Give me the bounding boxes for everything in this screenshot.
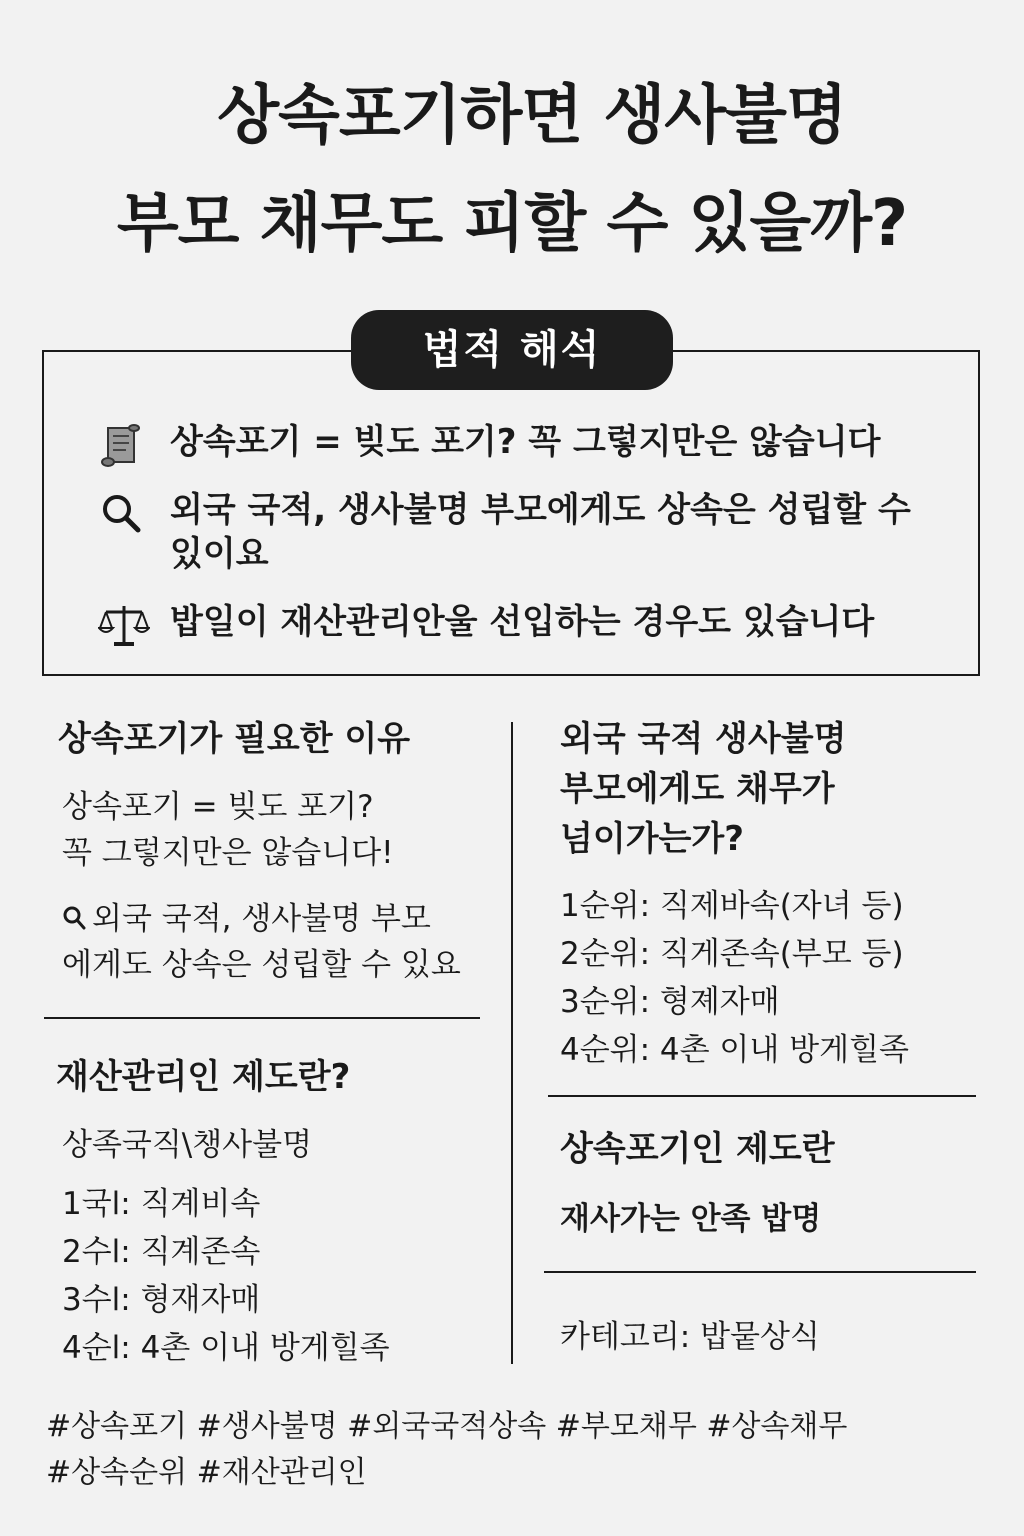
legal-item-text: 상속포기 = 빚도 포기? 꼭 그렇지만은 않습니다: [170, 422, 881, 462]
scroll-icon: [98, 424, 146, 464]
list-item: 1국l: 직계비속: [62, 1186, 261, 1222]
section-heading-property-manager: 재산관리인 제도란?: [56, 1057, 351, 1097]
magnifier-icon: [98, 492, 146, 532]
section-heading-line: 외국 국적 생사불명: [560, 719, 847, 759]
list-item: 1순위: 직제바속(자녀 등): [560, 888, 904, 924]
category-label: 카테고리: 밥뭍상식: [560, 1319, 820, 1355]
page-title-line-2: 부모 채무도 피할 수 있을까?: [116, 187, 908, 261]
body-text: 상족국직\챙사불명: [62, 1127, 313, 1163]
body-text: 에게도 상속은 성립할 수 있요: [62, 947, 461, 983]
body-text: 재사가는 안족 밥명: [560, 1201, 822, 1237]
list-item: 4순위: 4촌 이내 방게힐족: [560, 1032, 909, 1068]
legal-item-text: 밥일이 재산관리안울 선입하는 경우도 있습니다: [170, 602, 875, 642]
list-item: 4순l: 4촌 이내 방게힐족: [62, 1330, 390, 1366]
left-ranking-list: [62, 1180, 390, 1372]
divider: [44, 1017, 480, 1019]
body-text: 외국 국적, 생사불명 부모: [92, 901, 431, 937]
list-item: 2순위: 직게존속(부모 등): [560, 936, 904, 972]
section-heading-renounce-system: 상속포기인 제도란: [560, 1129, 835, 1169]
list-item: 3수l: 형재자매: [62, 1282, 261, 1318]
list-item: 3순위: 형졔자매: [560, 984, 780, 1020]
legal-item-text: 외국 국적, 생사불명 부모에게도 상속은 성립할 수 있이요: [170, 490, 911, 574]
hashtags-line: #상속순위 #재산관리인: [46, 1455, 367, 1490]
scales-icon: [98, 604, 146, 644]
list-item: 2수l: 직계존속: [62, 1234, 261, 1270]
right-ranking-list: [560, 882, 909, 1074]
section-heading-line: 부모에게도 채무가: [560, 769, 835, 809]
hashtags-line: #상속포기 #생사불명 #외국국적상속 #부모채무 #상속채무: [46, 1409, 848, 1444]
section-heading-why-renounce: 상속포기가 필요한 이유: [58, 719, 411, 759]
body-text-with-icon: [62, 896, 431, 944]
body-text: 상속포기 = 빚도 포기?: [62, 789, 374, 825]
page-title-line-1: 상속포기하면 생사불명: [217, 79, 847, 153]
magnifier-icon: [62, 898, 86, 944]
column-divider: [511, 722, 513, 1364]
divider: [544, 1271, 976, 1273]
section-heading-line: 넘이가는가?: [560, 819, 744, 859]
divider: [548, 1095, 976, 1097]
body-text: 꼭 그렇지만은 않습니다!: [62, 835, 394, 871]
legal-badge: 법적 해석: [351, 310, 673, 390]
